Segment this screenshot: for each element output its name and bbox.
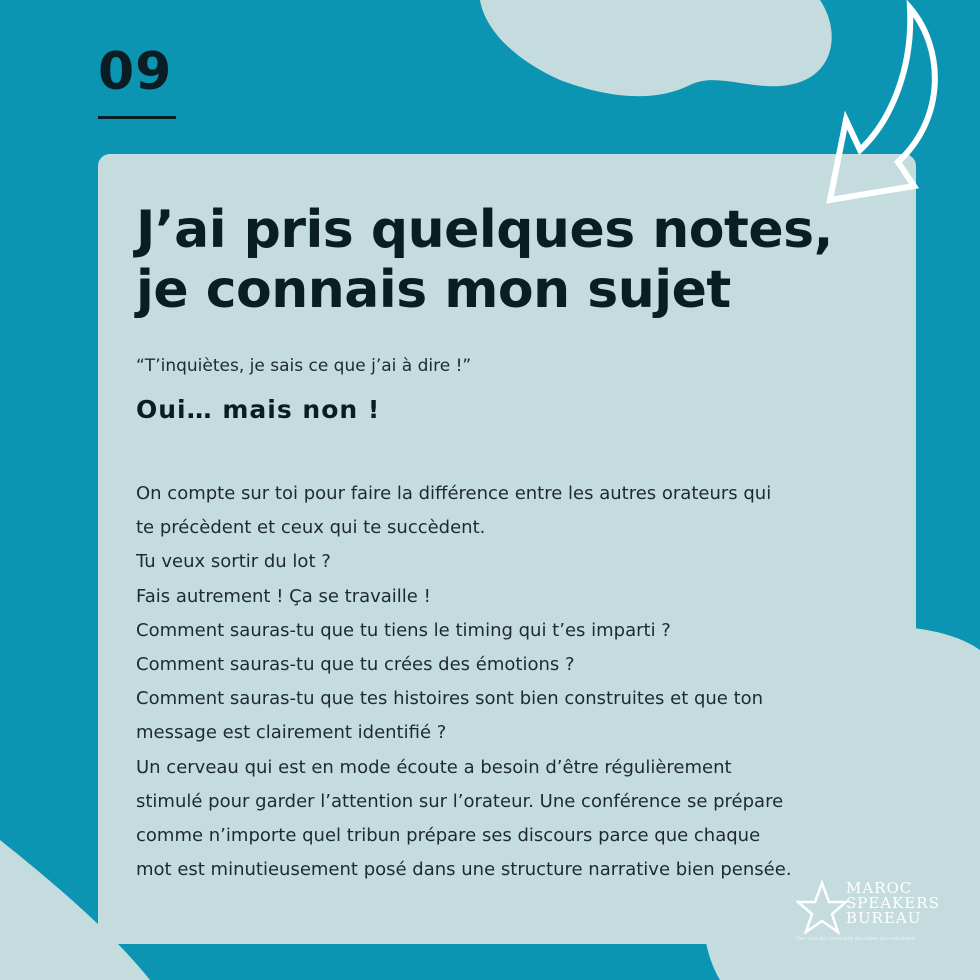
slide-number: 09 <box>98 42 173 102</box>
body-text <box>136 477 876 887</box>
body-line: mot est minutieusement posé dans une structure narrative bien pensée. <box>136 859 792 881</box>
slide-title <box>136 200 906 320</box>
body-line: Comment sauras-tu que tes histoires sont bien construites et que ton <box>136 688 764 710</box>
title-line-1: J’ai pris quelques notes, <box>136 200 833 260</box>
body-line: On compte sur toi pour faire la différence entre les autres orateurs qui <box>136 483 772 504</box>
star-icon <box>796 880 848 936</box>
body-line: stimulé pour garder l’attention sur l’orateur. Une conférence se prépare <box>136 790 784 812</box>
subheading: Oui… mais non ! <box>136 395 381 424</box>
logo-tagline: Des voix qui marquent des idées qui mobilisent <box>796 936 916 942</box>
body-line: Tu veux sortir du lot ? <box>136 551 331 573</box>
logo-wordmark <box>846 881 940 926</box>
body-line: Comment sauras-tu que tu tiens le timing qui t’es imparti ? <box>136 619 671 641</box>
logo-line-2: SPEAKERS <box>846 894 940 912</box>
title-line-2: je connais mon sujet <box>136 260 731 320</box>
logo-line-1: MAROC <box>846 879 913 897</box>
body-line: te précèdent et ceux qui te succèdent. <box>136 517 486 539</box>
curved-arrow-icon <box>818 0 948 215</box>
body-line: Un cerveau qui est en mode écoute a besoin d’être régulièrement <box>136 756 732 778</box>
body-line: message est clairement identifié ? <box>136 722 447 744</box>
quote-text: “T’inquiètes, je sais ce que j’ai à dire !” <box>136 356 472 376</box>
body-line: Comment sauras-tu que tu crées des émotions ? <box>136 654 575 676</box>
logo-line-3: BUREAU <box>846 909 922 927</box>
slide-number-underline <box>98 116 176 119</box>
top-blob <box>480 0 832 96</box>
body-line: comme n’importe quel tribun prépare ses discours parce que chaque <box>136 825 761 847</box>
maroc-speakers-bureau-logo <box>796 880 946 946</box>
body-line: Fais autrement ! Ça se travaille ! <box>136 585 431 607</box>
